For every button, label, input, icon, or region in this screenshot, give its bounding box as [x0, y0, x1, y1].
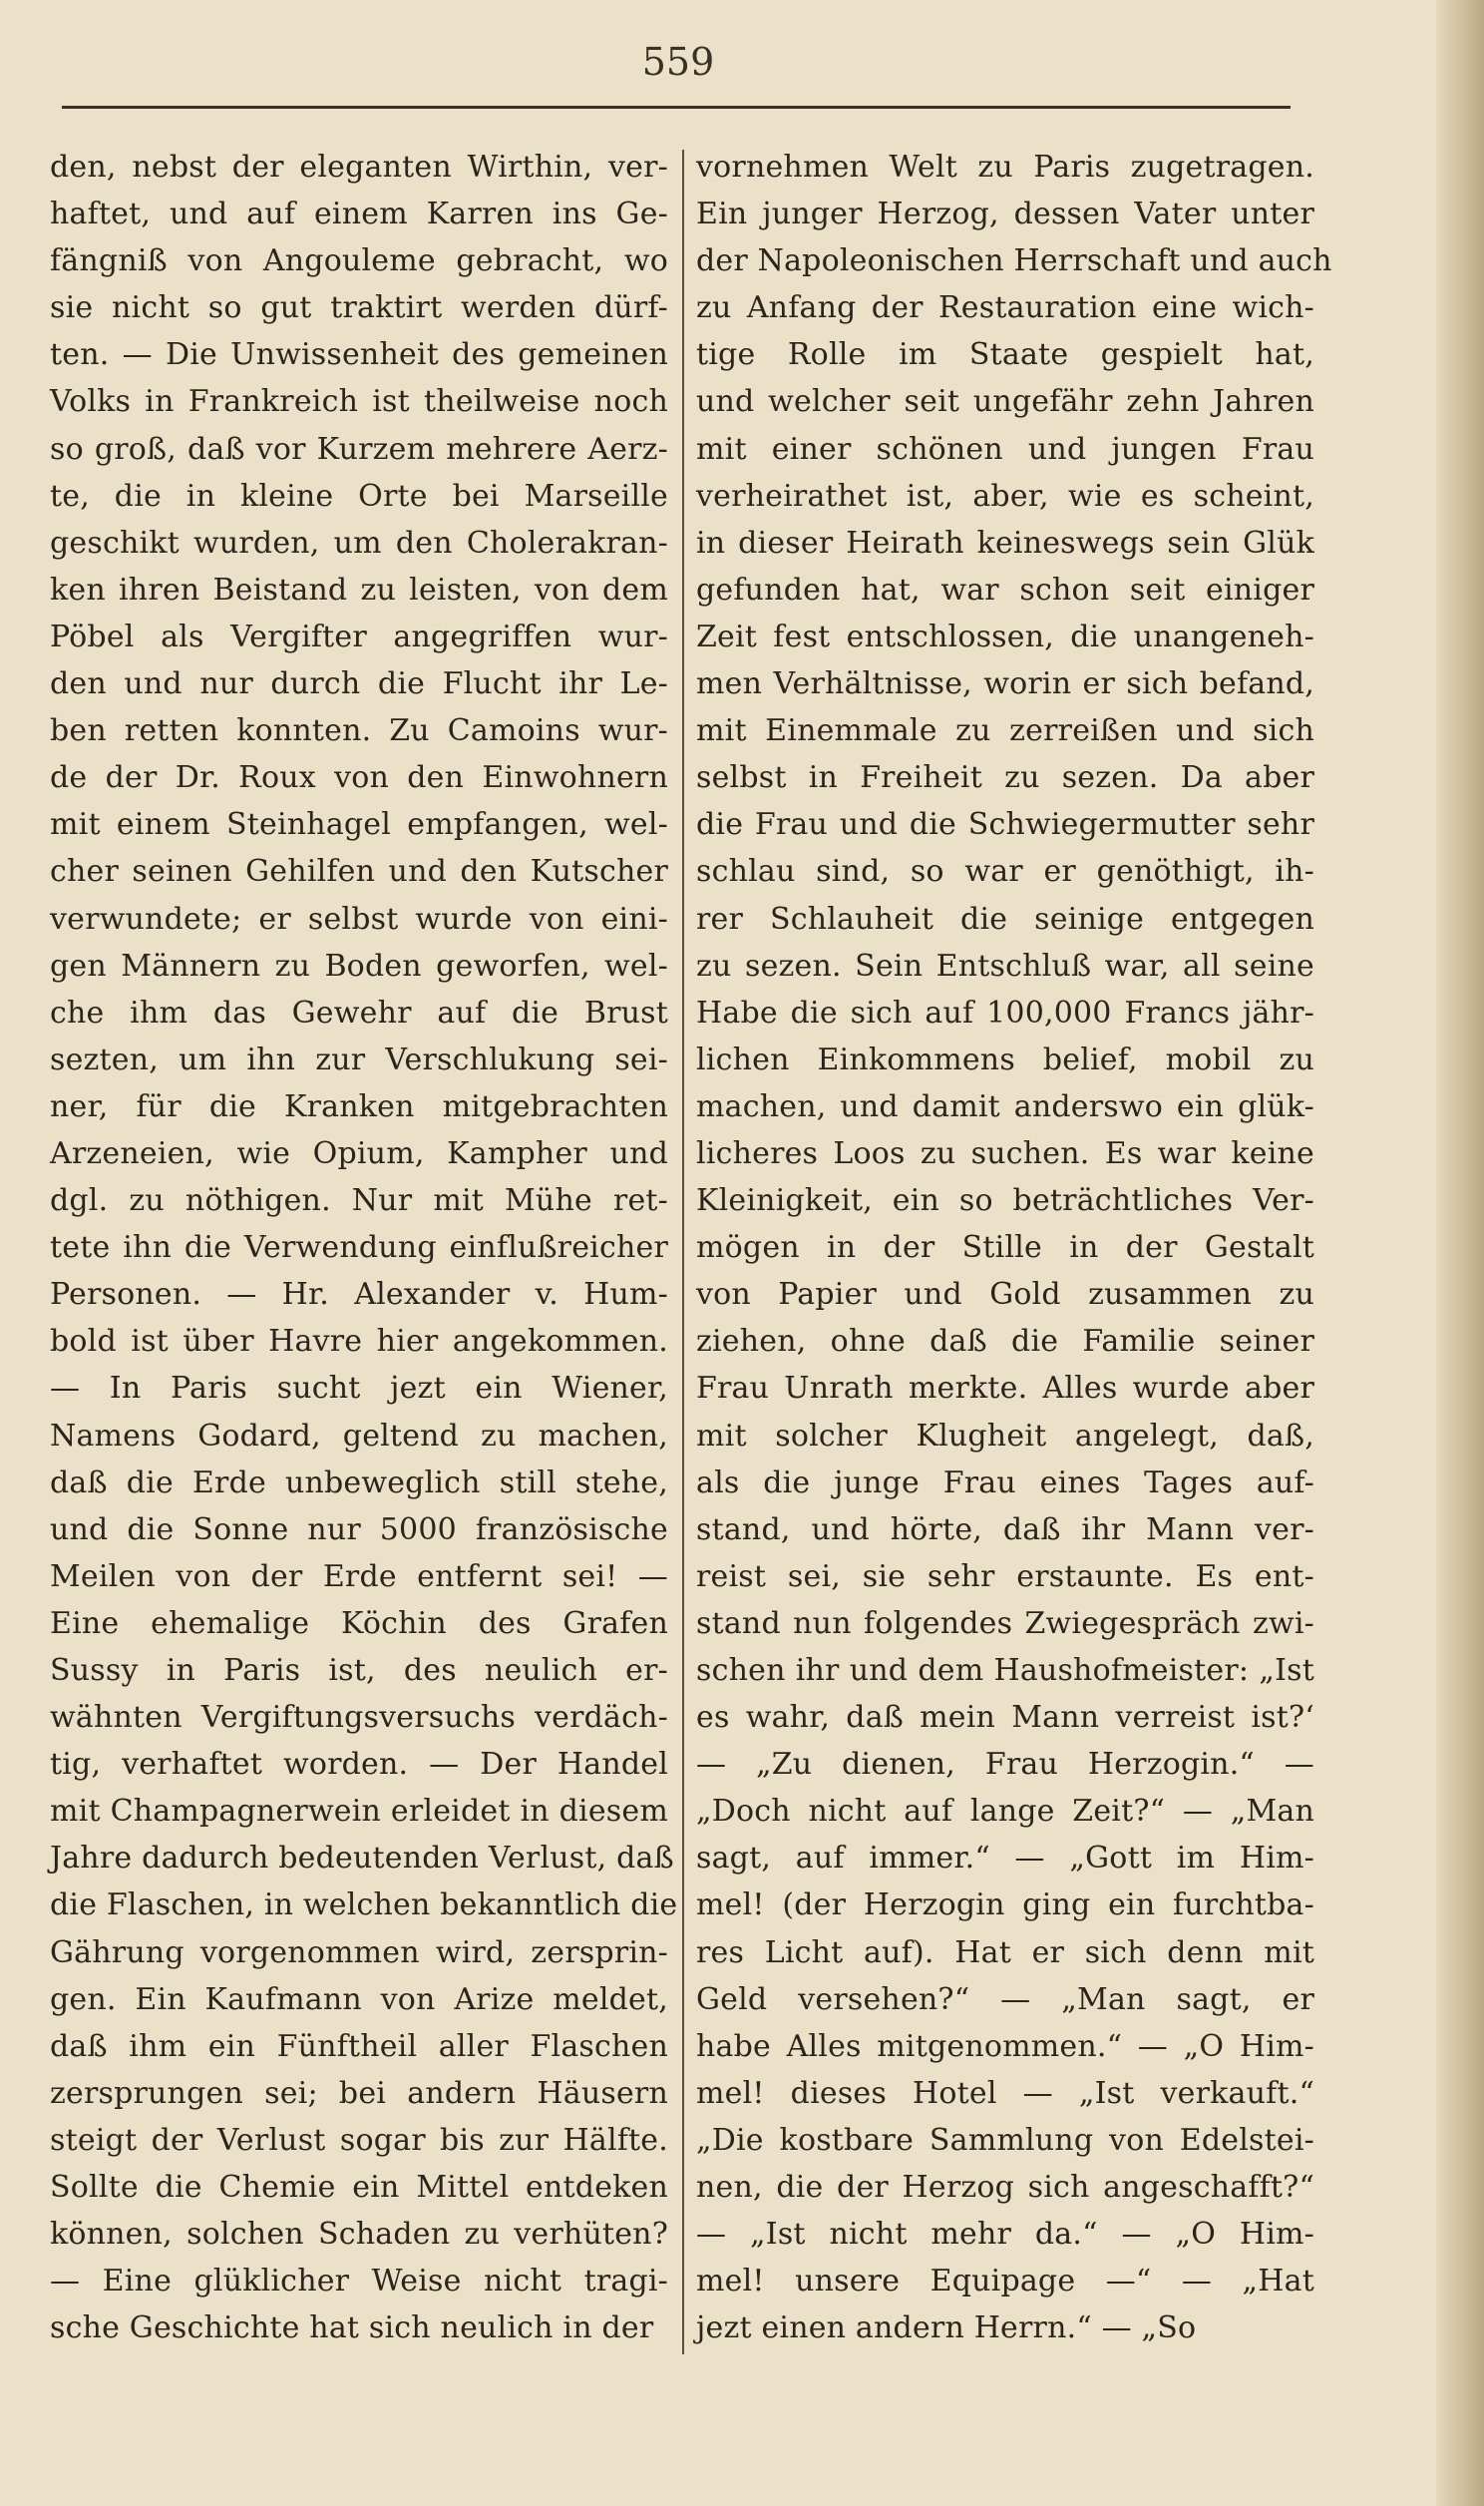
header-rule: [62, 106, 1291, 109]
text-line: ken ihren Beistand zu leisten, von dem: [50, 572, 668, 608]
text-line: sagt, auf immer.“ — „Gott im Him-: [696, 1841, 1314, 1877]
text-line: Habe die sich auf 100,000 Francs jähr-: [696, 995, 1314, 1031]
text-line: in dieser Heirath keineswegs sein Glük: [696, 525, 1314, 561]
text-line: mel! unsere Equipage —“ — „Hat: [696, 2264, 1314, 2299]
text-line: mit Champagnerwein erleidet in diesem: [50, 1794, 668, 1830]
text-line: verheirathet ist, aber, wie es scheint,: [696, 478, 1314, 514]
text-line: Sussy in Paris ist, des neulich er-: [50, 1653, 668, 1688]
text-line: Ein junger Herzog, dessen Vater unter: [696, 197, 1314, 232]
text-line: Jahre dadurch bedeutenden Verlust, daß: [50, 1841, 674, 1877]
text-line: der Napoleonischen Herrschaft und auch: [696, 243, 1332, 279]
text-line: tige Rolle im Staate gespielt hat,: [696, 337, 1314, 373]
text-line: fängniß von Angouleme gebracht, wo: [50, 243, 668, 279]
text-line: machen, und damit anderswo ein glük-: [696, 1088, 1314, 1124]
text-line: Volks in Frankreich ist theilweise noch: [50, 384, 668, 420]
text-line: von Papier und Gold zusammen zu: [696, 1277, 1314, 1313]
text-line: mit einem Steinhagel empfangen, wel-: [50, 807, 668, 843]
text-line: — „Zu dienen, Frau Herzogin.“ —: [696, 1747, 1314, 1783]
text-line: Personen. — Hr. Alexander v. Hum-: [50, 1277, 668, 1313]
text-line: mit solcher Klugheit angelegt, daß,: [696, 1418, 1314, 1454]
text-line: tig, verhaftet worden. — Der Handel: [50, 1747, 668, 1783]
text-line: Frau Unrath merkte. Alles wurde aber: [696, 1371, 1314, 1407]
text-line: steigt der Verlust sogar bis zur Hälfte.: [50, 2122, 668, 2158]
text-line: Namens Godard, geltend zu machen,: [50, 1418, 668, 1454]
text-line: selbst in Freiheit zu sezen. Da aber: [696, 760, 1314, 796]
text-line: men Verhältnisse, worin er sich befand,: [696, 666, 1314, 702]
text-line: Kleinigkeit, ein so beträchtliches Ver-: [696, 1183, 1314, 1219]
text-line: ner, für die Kranken mitgebrachten: [50, 1088, 668, 1124]
text-line: haftet, und auf einem Karren ins Ge-: [50, 197, 668, 232]
text-line: jezt einen andern Herrn.“ — „So: [696, 2310, 1197, 2346]
text-line: mel! (der Herzogin ging ein furchtba-: [696, 1887, 1314, 1923]
text-line: mögen in der Stille in der Gestalt: [696, 1230, 1314, 1266]
text-line: daß ihm ein Fünftheil aller Flaschen: [50, 2028, 668, 2064]
text-line: nen, die der Herzog sich angeschafft?“: [696, 2170, 1314, 2206]
text-line: den und nur durch die Flucht ihr Le-: [50, 666, 668, 702]
text-line: ten. — Die Unwissenheit des gemeinen: [50, 337, 668, 373]
text-line: — „Ist nicht mehr da.“ — „O Him-: [696, 2217, 1314, 2253]
text-line: mit Einemmale zu zerreißen und sich: [696, 713, 1314, 749]
text-line: „Doch nicht auf lange Zeit?“ — „Man: [696, 1794, 1314, 1830]
text-line: sie nicht so gut traktirt werden dürf-: [50, 290, 668, 326]
text-line: che ihm das Gewehr auf die Brust: [50, 995, 668, 1031]
text-line: rer Schlauheit die seinige entgegen: [696, 901, 1314, 937]
column-divider: [682, 150, 684, 2354]
text-line: sezten, um ihn zur Verschlukung sei-: [50, 1042, 668, 1077]
text-line: Gährung vorgenommen wird, zersprin-: [50, 1934, 668, 1970]
text-line: zu Anfang der Restauration eine wich-: [696, 290, 1314, 326]
text-line: — Eine glüklicher Weise nicht tragi-: [50, 2264, 668, 2299]
text-line: lichen Einkommens belief, mobil zu: [696, 1042, 1314, 1077]
text-line: Sollte die Chemie ein Mittel entdeken: [50, 2170, 668, 2206]
text-line: Zeit fest entschlossen, die unangeneh-: [696, 619, 1314, 654]
text-line: ziehen, ohne daß die Familie seiner: [696, 1324, 1314, 1360]
text-line: den, nebst der eleganten Wirthin, ver-: [50, 150, 668, 185]
page-number: 559: [641, 40, 715, 84]
text-line: und welcher seit ungefähr zehn Jahren: [696, 384, 1314, 420]
text-line: tete ihn die Verwendung einflußreicher: [50, 1230, 668, 1266]
text-line: dgl. zu nöthigen. Nur mit Mühe ret-: [50, 1183, 668, 1219]
text-line: zu sezen. Sein Entschluß war, all seine: [696, 948, 1314, 984]
text-line: Meilen von der Erde entfernt sei! —: [50, 1558, 668, 1594]
text-line: schlau sind, so war er genöthigt, ih-: [696, 854, 1314, 890]
page-fold-shadow: [1436, 0, 1484, 2506]
text-line: reist sei, sie sehr erstaunte. Es ent-: [696, 1558, 1314, 1594]
text-line: geschikt wurden, um den Cholerakran-: [50, 525, 668, 561]
text-line: mel! dieses Hotel — „Ist verkauft.“: [696, 2075, 1314, 2111]
text-line: stand nun folgendes Zwiegespräch zwi-: [696, 1605, 1314, 1641]
left-column: [50, 144, 678, 2351]
text-line: Eine ehemalige Köchin des Grafen: [50, 1605, 668, 1641]
text-line: te, die in kleine Orte bei Marseille: [50, 478, 668, 514]
right-column: [696, 144, 1332, 2351]
text-line: mit einer schönen und jungen Frau: [696, 431, 1314, 467]
text-line: so groß, daß vor Kurzem mehrere Aerz-: [50, 431, 668, 467]
text-line: res Licht auf). Hat er sich denn mit: [696, 1934, 1314, 1970]
text-line: licheres Loos zu suchen. Es war keine: [696, 1135, 1314, 1171]
text-line: die Frau und die Schwiegermutter sehr: [696, 807, 1314, 843]
text-line: cher seinen Gehilfen und den Kutscher: [50, 854, 668, 890]
text-line: zersprungen sei; bei andern Häusern: [50, 2075, 668, 2111]
text-line: daß die Erde unbeweglich still stehe,: [50, 1464, 668, 1500]
text-line: Arzeneien, wie Opium, Kampher und: [50, 1135, 668, 1171]
text-line: ben retten konnten. Zu Camoins wur-: [50, 713, 668, 749]
text-line: vornehmen Welt zu Paris zugetragen.: [696, 150, 1314, 185]
text-line: wähnten Vergiftungsversuchs verdäch-: [50, 1700, 668, 1736]
text-line: gen. Ein Kaufmann von Arize meldet,: [50, 1981, 668, 2017]
text-line: als die junge Frau eines Tages auf-: [696, 1464, 1314, 1500]
text-line: Geld versehen?“ — „Man sagt, er: [696, 1981, 1314, 2017]
text-line: — In Paris sucht jezt ein Wiener,: [50, 1371, 668, 1407]
text-line: bold ist über Havre hier angekommen.: [50, 1324, 668, 1360]
text-line: verwundete; er selbst wurde von eini-: [50, 901, 668, 937]
text-line: de der Dr. Roux von den Einwohnern: [50, 760, 668, 796]
text-line: und die Sonne nur 5000 französische: [50, 1511, 668, 1547]
text-line: schen ihr und dem Haushofmeister: „Ist: [696, 1653, 1314, 1688]
text-line: gen Männern zu Boden geworfen, wel-: [50, 948, 668, 984]
text-line: können, solchen Schaden zu verhüten?: [50, 2217, 668, 2253]
text-line: es wahr, daß mein Mann verreist ist?‘: [696, 1700, 1314, 1736]
text-line: habe Alles mitgenommen.“ — „O Him-: [696, 2028, 1314, 2064]
text-line: sche Geschichte hat sich neulich in der: [50, 2310, 654, 2346]
text-line: gefunden hat, war schon seit einiger: [696, 572, 1314, 608]
text-line: „Die kostbare Sammlung von Edelstei-: [696, 2122, 1314, 2158]
text-line: die Flaschen, in welchen bekanntlich die: [50, 1887, 678, 1923]
text-line: Pöbel als Vergifter angegriffen wur-: [50, 619, 668, 654]
text-line: stand, und hörte, daß ihr Mann ver-: [696, 1511, 1314, 1547]
